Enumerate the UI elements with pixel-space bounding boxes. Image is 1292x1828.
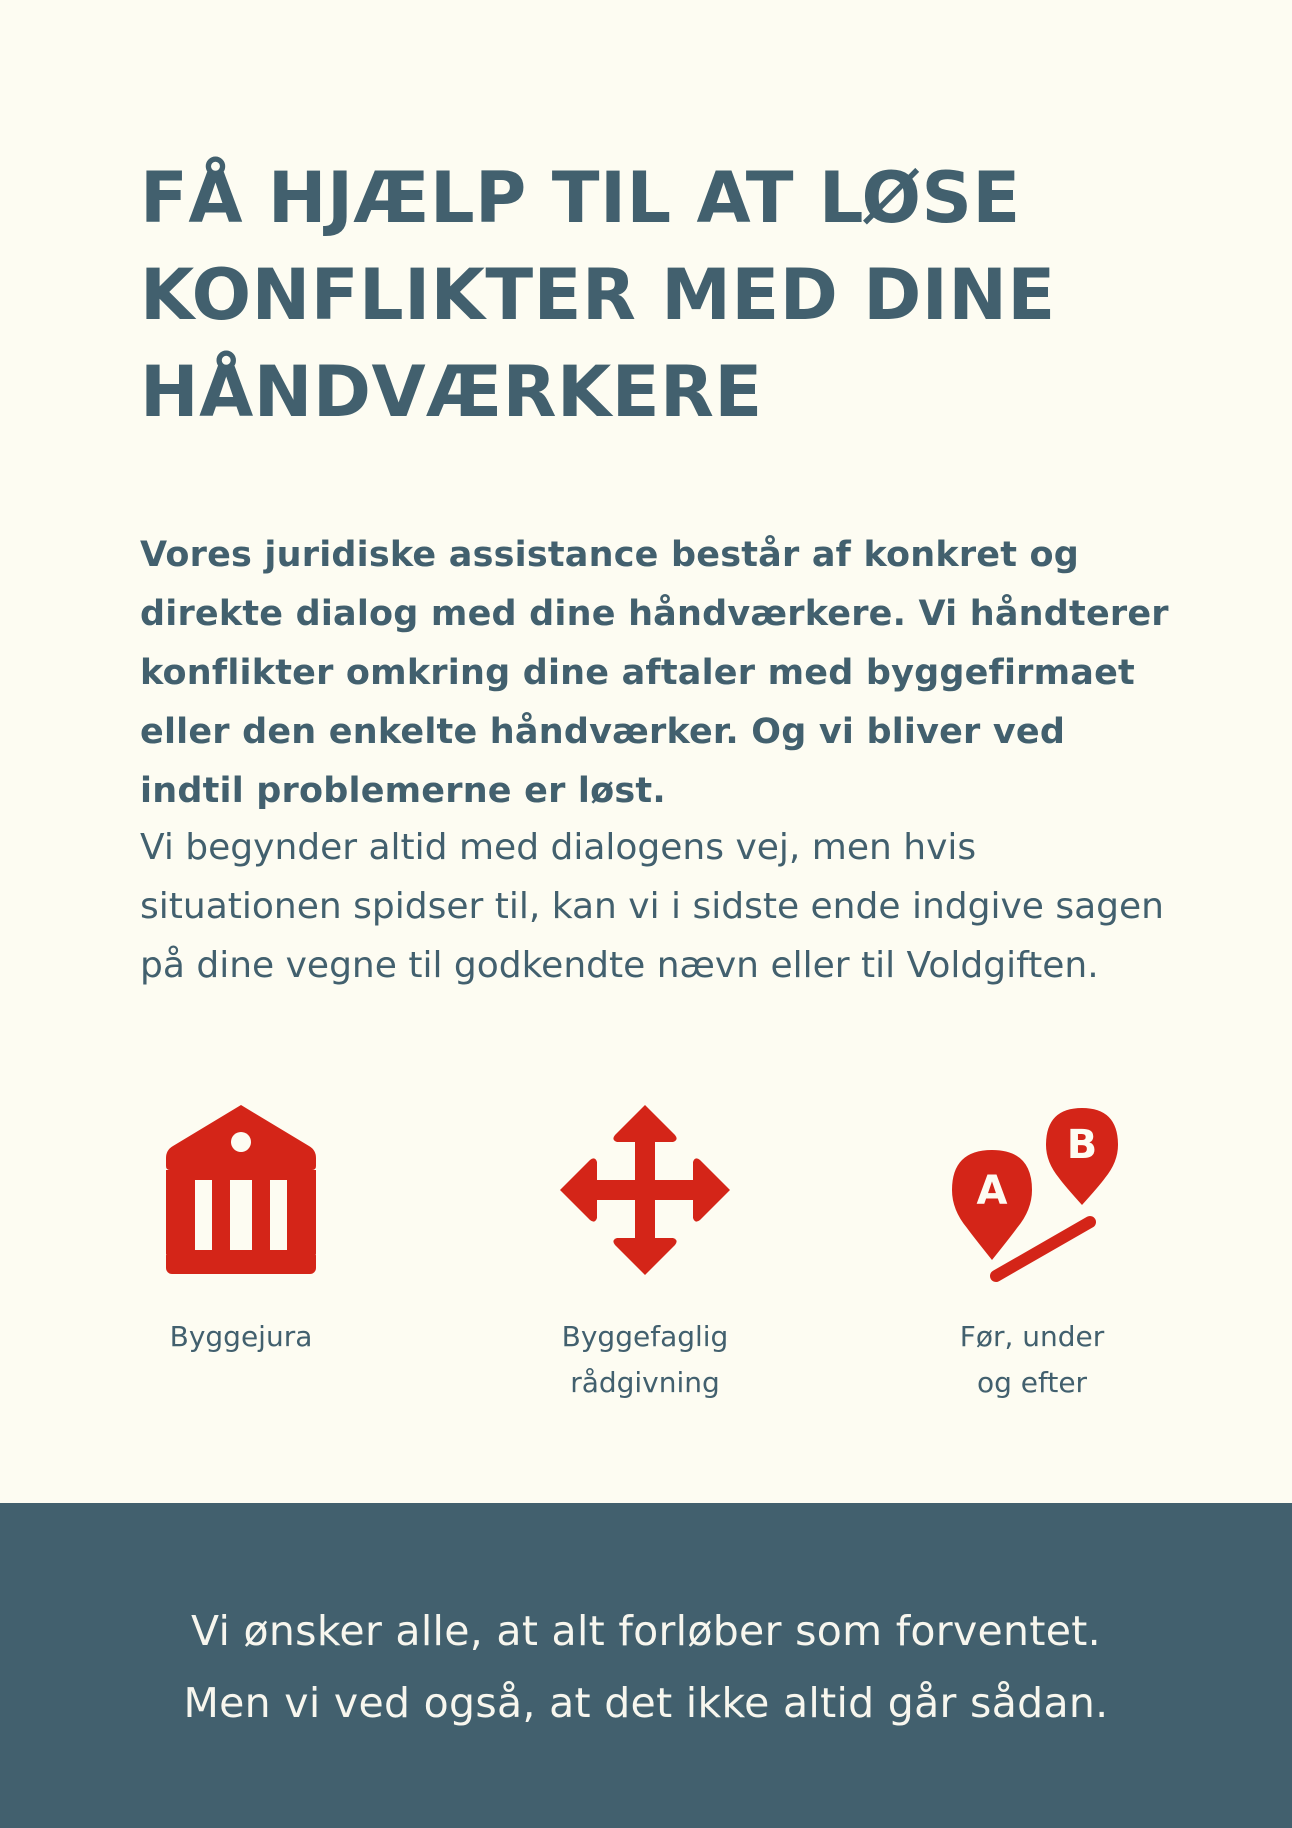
body-paragraph: Vi begynder altid med dialogens vej, men hvis situationen spidser til, kan vi i sidste ende indgive sagen på dine vegne til godkendte nævn eller til Voldgiften. — [140, 827, 1164, 986]
footer-banner — [0, 1503, 1292, 1828]
feature-label: Byggejura — [169, 1320, 313, 1353]
pin-a-label: A — [976, 1168, 1008, 1214]
features-row — [0, 1090, 1292, 1420]
route-pins-icon — [932, 1090, 1132, 1290]
move-arrows-icon — [545, 1090, 745, 1290]
footer-line-1: Vi ønsker alle, at alt forløber som forventet. — [191, 1607, 1101, 1655]
feature-label: Byggefaglig rådgivning — [561, 1320, 729, 1399]
feature-byggefaglig-radgivning — [515, 1090, 775, 1406]
lead-paragraph: Vores juridiske assistance består af konkret og direkte dialog med dine håndværkere. Vi håndterer konflikter omkring dine aftaler med byggefirmaet eller den enkelte håndværker. Og vi bliver ved indtil problemerne er løst. — [140, 535, 1169, 811]
pin-b-label: B — [1066, 1122, 1098, 1168]
feature-byggejura — [111, 1090, 371, 1360]
feature-label: Før, under og efter — [959, 1320, 1105, 1399]
feature-for-under-efter — [902, 1090, 1162, 1406]
heading-block — [140, 150, 1160, 441]
footer-line-2: Men vi ved også, at det ikke altid går sådan. — [183, 1679, 1109, 1727]
page-title: FÅ HJÆLP TIL AT LØSE KONFLIKTER MED DINE HÅNDVÆRKERE — [140, 157, 1056, 433]
courthouse-icon — [141, 1090, 341, 1290]
